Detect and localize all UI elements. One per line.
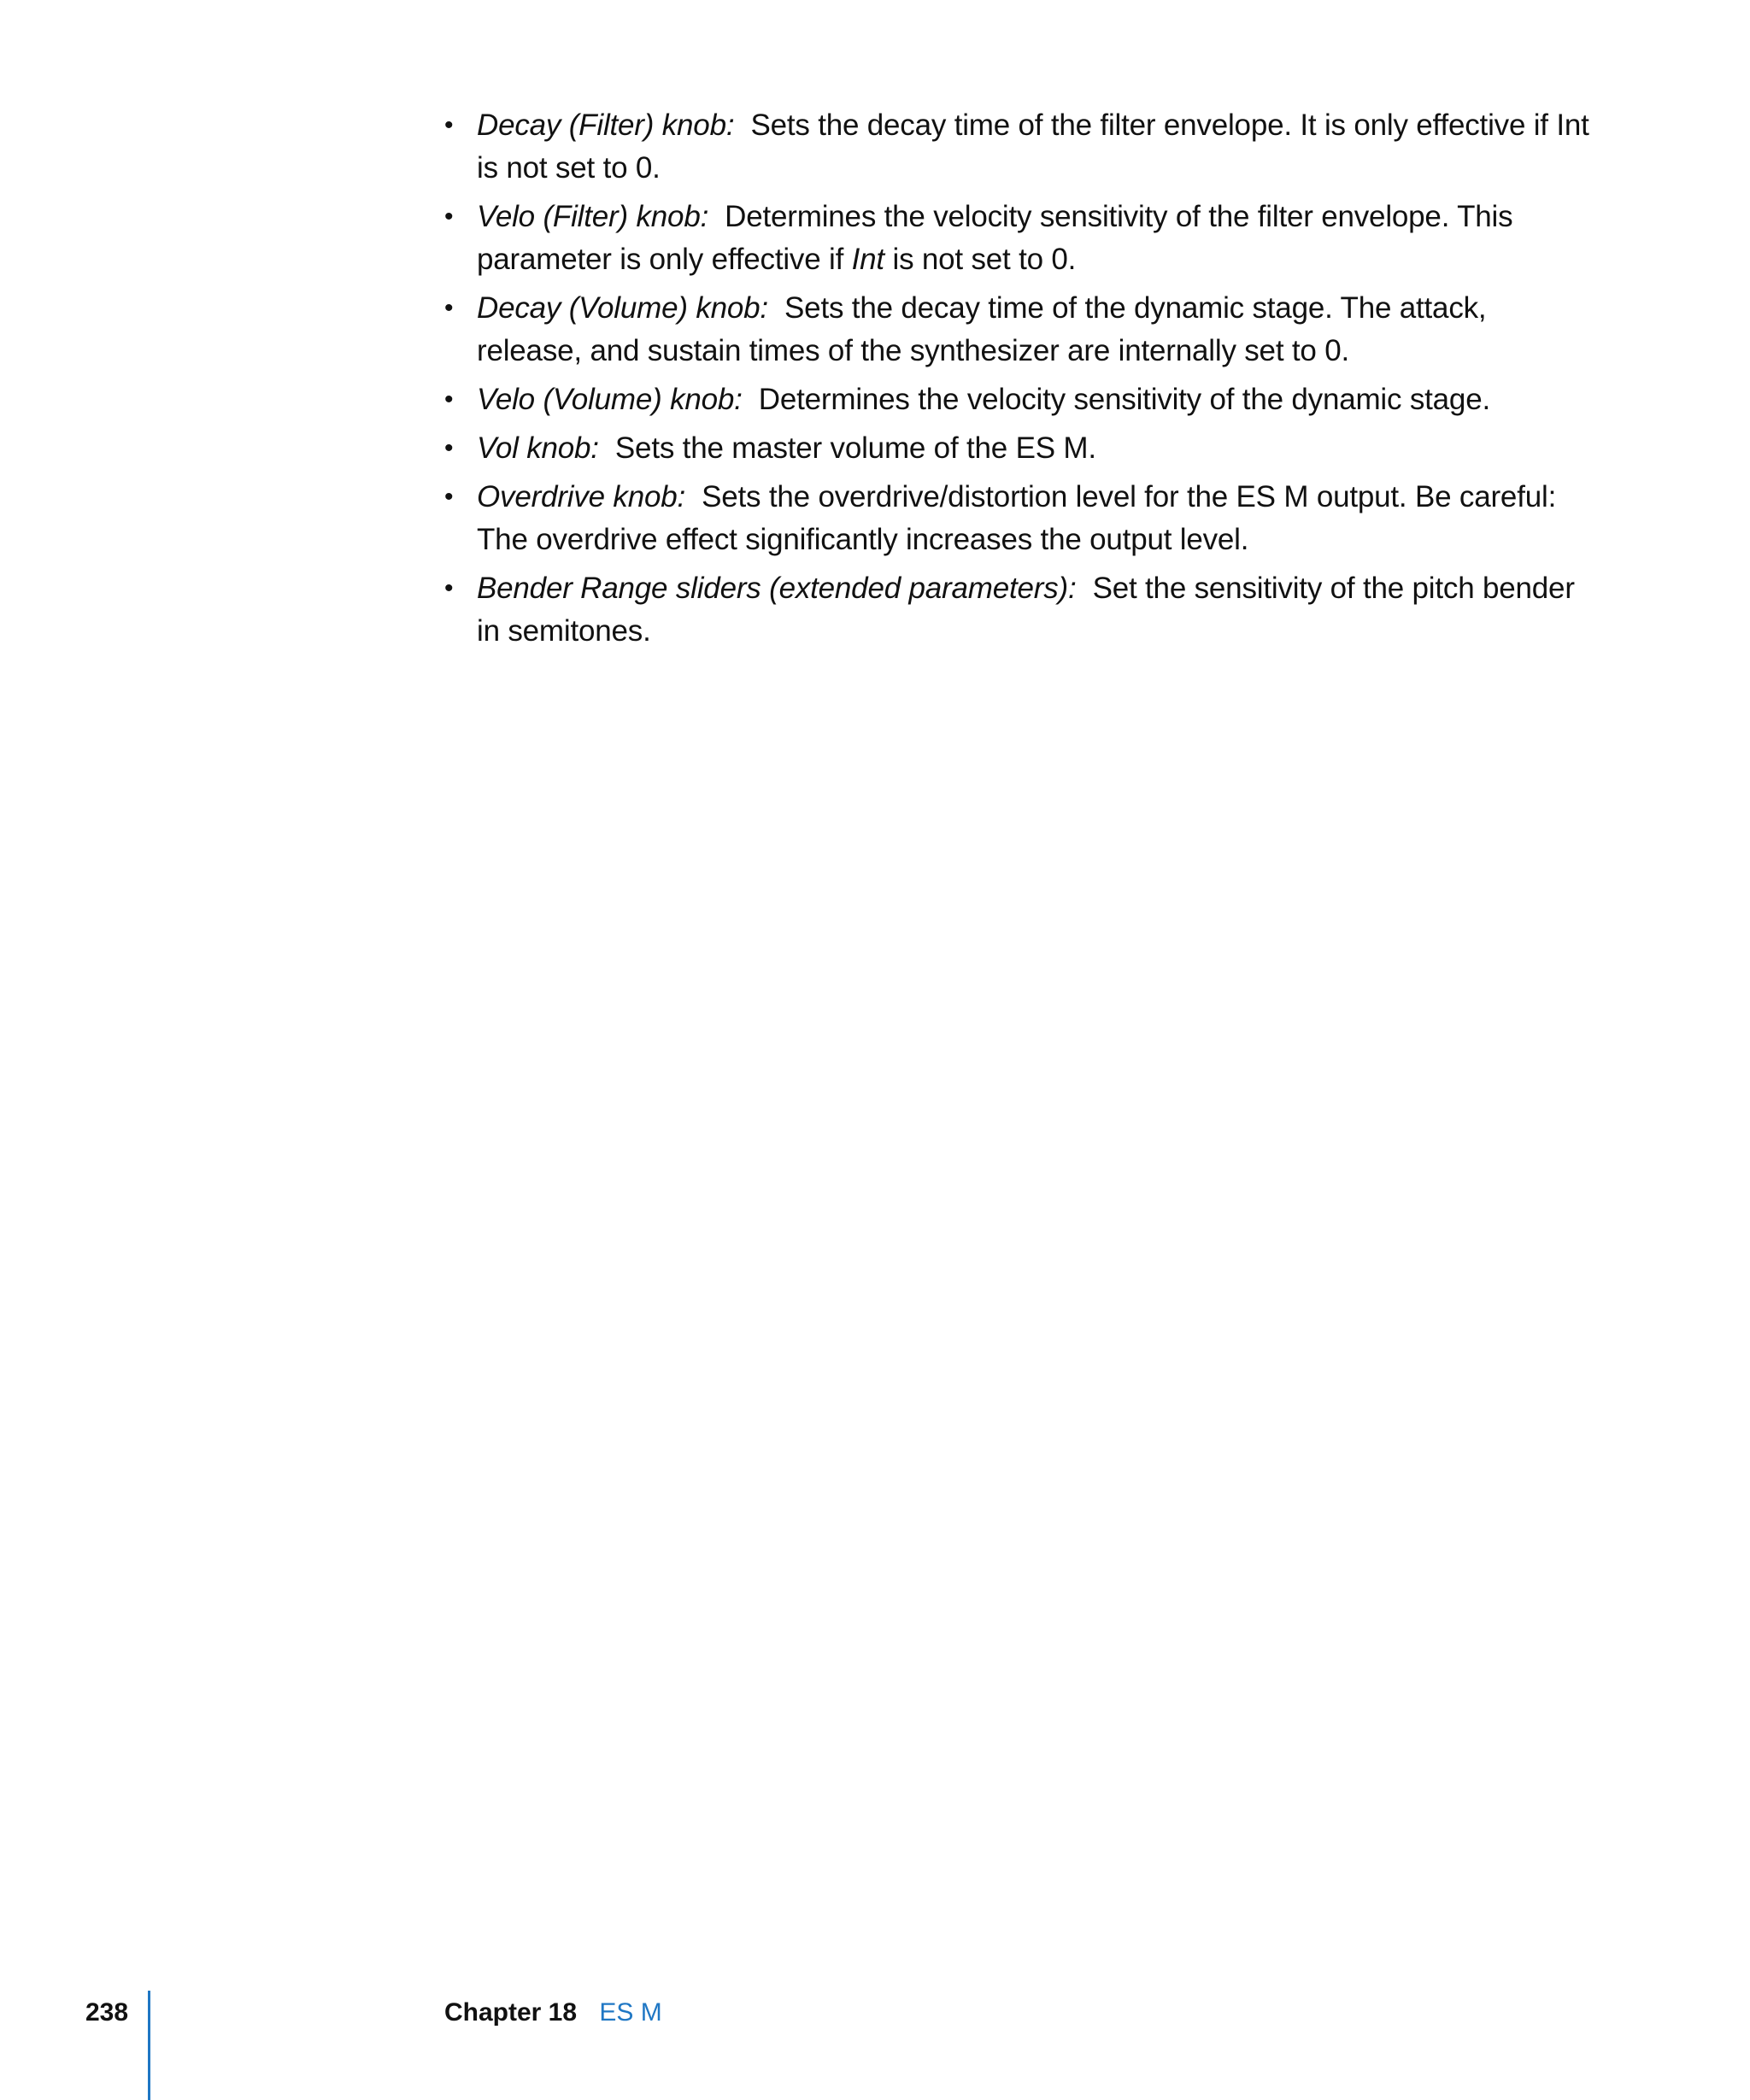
bullet-icon: •	[444, 294, 454, 322]
bullet-icon: •	[444, 111, 454, 139]
term-description: Sets the decay time of the dynamic stage. The attack, release, and sustain times of the synthesizer are internally set to 0.	[477, 291, 1487, 367]
term-emphasis: Int	[851, 243, 884, 276]
list-item-velo-volume	[444, 378, 1589, 421]
bullet-icon: •	[444, 202, 454, 231]
term-label: Decay (Filter) knob:	[477, 109, 735, 142]
list-item-vol	[444, 427, 1589, 470]
list-item-decay-filter	[444, 104, 1589, 190]
term-description: Determines the velocity sensitivity of the filter envelope. This parameter is only effective if	[477, 200, 1513, 276]
page-content	[444, 104, 1589, 659]
list-item-velo-filter	[444, 196, 1589, 281]
term-description: Determines the velocity sensitivity of the dynamic stage.	[758, 383, 1490, 416]
footer-chapter	[444, 1996, 662, 2030]
term-label: Bender Range sliders (extended parameters):	[477, 572, 1077, 605]
chapter-name: ES M	[599, 1998, 662, 2027]
term-description: Sets the master volume of the ES M.	[614, 431, 1096, 465]
list-item-overdrive	[444, 476, 1589, 561]
bullet-icon: •	[444, 574, 454, 602]
term-label: Velo (Filter) knob:	[477, 200, 709, 233]
term-label: Vol knob:	[477, 431, 599, 465]
page-number: 238	[85, 1998, 129, 2027]
parameter-list	[444, 104, 1589, 653]
term-label: Overdrive knob:	[477, 480, 686, 513]
footer-divider	[148, 1991, 150, 2100]
bullet-icon: •	[444, 483, 454, 511]
chapter-label: Chapter 18	[444, 1998, 578, 2027]
term-description: Set the sensitivity of the pitch bender in semitones.	[477, 572, 1575, 648]
term-label: Velo (Volume) knob:	[477, 383, 743, 416]
list-item-bender-range	[444, 567, 1589, 653]
bullet-icon: •	[444, 434, 454, 462]
term-description-end: is not set to 0.	[884, 243, 1077, 276]
bullet-icon: •	[444, 385, 454, 414]
term-description: Sets the overdrive/distortion level for the ES M output. Be careful: The overdrive effect significantly increases the output level.	[477, 480, 1557, 556]
list-item-decay-volume	[444, 287, 1589, 372]
term-description: Sets the decay time of the filter envelope. It is only effective if Int is not set to 0.	[477, 109, 1589, 185]
term-label: Decay (Volume) knob:	[477, 291, 768, 325]
